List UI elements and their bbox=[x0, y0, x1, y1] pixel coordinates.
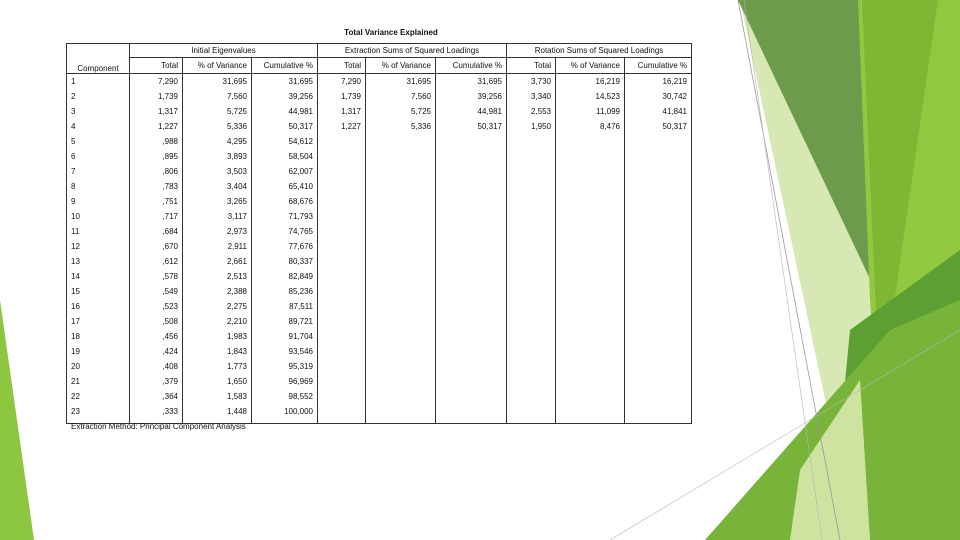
initial-total-cell: ,612 bbox=[130, 254, 183, 269]
extraction-pct-cell bbox=[366, 254, 436, 269]
table-row bbox=[67, 134, 692, 149]
initial-pct-cell: 2,210 bbox=[183, 314, 252, 329]
extraction-total-cell bbox=[318, 314, 366, 329]
table-row bbox=[67, 344, 692, 359]
table-row bbox=[67, 389, 692, 404]
rotation-total-cell bbox=[507, 344, 556, 359]
extraction-pct-cell bbox=[366, 299, 436, 314]
initial-pct-cell: 1,583 bbox=[183, 389, 252, 404]
table-row bbox=[67, 104, 692, 119]
extraction-total-cell: 1,739 bbox=[318, 89, 366, 104]
initial-total-cell: ,684 bbox=[130, 224, 183, 239]
extraction-total-cell bbox=[318, 149, 366, 164]
component-cell: 15 bbox=[71, 286, 80, 296]
table-row bbox=[67, 239, 692, 254]
initial-pct-cell: 7,560 bbox=[183, 89, 252, 104]
initial-pct-cell: 5,336 bbox=[183, 119, 252, 134]
component-cell: 4 bbox=[71, 121, 76, 131]
extraction-total-cell bbox=[318, 134, 366, 149]
extraction-pct-cell bbox=[366, 404, 436, 424]
initial-cum-cell: 98,552 bbox=[252, 389, 318, 404]
extraction-pct-cell bbox=[366, 239, 436, 254]
initial-cum-cell: 44,981 bbox=[252, 104, 318, 119]
rotation-total-cell: 2,553 bbox=[507, 104, 556, 119]
rotation-cum-cell bbox=[625, 314, 692, 329]
component-cell: 14 bbox=[71, 271, 80, 281]
initial-cum-cell: 93,546 bbox=[252, 344, 318, 359]
table-row bbox=[67, 164, 692, 179]
extraction-pct-cell bbox=[366, 329, 436, 344]
component-cell: 12 bbox=[71, 241, 80, 251]
component-cell: 8 bbox=[71, 181, 76, 191]
rotation-cum-cell bbox=[625, 239, 692, 254]
extraction-pct-cell: 5,725 bbox=[366, 104, 436, 119]
table-row bbox=[67, 179, 692, 194]
extraction-pct-cell bbox=[366, 134, 436, 149]
rotation-total-cell bbox=[507, 194, 556, 209]
rotation-cum-header: Cumulative % bbox=[625, 58, 692, 74]
initial-cum-cell: 62,007 bbox=[252, 164, 318, 179]
extraction-total-cell bbox=[318, 299, 366, 314]
initial-pct-cell: 3,265 bbox=[183, 194, 252, 209]
extraction-pct-cell: 5,336 bbox=[366, 119, 436, 134]
component-cell: 2 bbox=[71, 91, 76, 101]
rotation-cum-cell: 50,317 bbox=[625, 119, 692, 134]
extraction-cum-header: Cumulative % bbox=[436, 58, 507, 74]
initial-total-cell: ,578 bbox=[130, 269, 183, 284]
rotation-pct-cell bbox=[556, 284, 625, 299]
extraction-pct-cell bbox=[366, 284, 436, 299]
rotation-total-cell bbox=[507, 179, 556, 194]
initial-pct-cell: 2,661 bbox=[183, 254, 252, 269]
initial-pct-cell: 1,650 bbox=[183, 374, 252, 389]
initial-cum-cell: 71,793 bbox=[252, 209, 318, 224]
rotation-cum-cell bbox=[625, 149, 692, 164]
rotation-pct-cell: 8,476 bbox=[556, 119, 625, 134]
extraction-pct-cell bbox=[366, 359, 436, 374]
rotation-total-cell bbox=[507, 329, 556, 344]
rotation-total-cell bbox=[507, 224, 556, 239]
initial-cum-cell: 58,504 bbox=[252, 149, 318, 164]
rotation-total-cell bbox=[507, 209, 556, 224]
rotation-total-cell bbox=[507, 374, 556, 389]
extraction-header: Extraction Sums of Squared Loadings bbox=[318, 44, 507, 58]
initial-eigenvalues-header: Initial Eigenvalues bbox=[130, 44, 318, 58]
rotation-pct-cell bbox=[556, 329, 625, 344]
initial-total-cell: ,670 bbox=[130, 239, 183, 254]
rotation-pct-cell bbox=[556, 254, 625, 269]
extraction-total-cell bbox=[318, 404, 366, 424]
table-row bbox=[67, 314, 692, 329]
component-header: Component bbox=[67, 44, 130, 74]
table-row bbox=[67, 374, 692, 389]
extraction-total-cell: 1,317 bbox=[318, 104, 366, 119]
extraction-cum-cell bbox=[436, 209, 507, 224]
component-cell: 10 bbox=[71, 211, 80, 221]
table-title: Total Variance Explained bbox=[344, 28, 438, 37]
initial-total-cell: ,806 bbox=[130, 164, 183, 179]
initial-total-cell: ,456 bbox=[130, 329, 183, 344]
rotation-pct-cell bbox=[556, 209, 625, 224]
initial-total-cell: 7,290 bbox=[130, 74, 183, 90]
extraction-cum-cell bbox=[436, 269, 507, 284]
initial-cum-cell: 65,410 bbox=[252, 179, 318, 194]
extraction-pct-cell bbox=[366, 344, 436, 359]
initial-pct-cell: 2,388 bbox=[183, 284, 252, 299]
rotation-total-cell bbox=[507, 149, 556, 164]
initial-cum-cell: 96,969 bbox=[252, 374, 318, 389]
extraction-pct-cell bbox=[366, 269, 436, 284]
initial-pct-cell: 3,503 bbox=[183, 164, 252, 179]
extraction-pct-cell bbox=[366, 224, 436, 239]
extraction-cum-cell bbox=[436, 359, 507, 374]
rotation-cum-cell bbox=[625, 224, 692, 239]
initial-cum-cell: 54,612 bbox=[252, 134, 318, 149]
initial-pct-cell: 4,295 bbox=[183, 134, 252, 149]
rotation-pct-cell bbox=[556, 149, 625, 164]
initial-total-cell: 1,317 bbox=[130, 104, 183, 119]
component-cell: 13 bbox=[71, 256, 80, 266]
component-cell: 5 bbox=[71, 136, 76, 146]
rotation-total-cell bbox=[507, 299, 556, 314]
component-cell: 23 bbox=[71, 406, 80, 416]
rotation-total-cell bbox=[507, 314, 556, 329]
column-header-row bbox=[67, 58, 692, 74]
extraction-cum-cell: 44,981 bbox=[436, 104, 507, 119]
rotation-cum-cell bbox=[625, 329, 692, 344]
rotation-pct-cell: 16,219 bbox=[556, 74, 625, 90]
component-cell: 20 bbox=[71, 361, 80, 371]
initial-cum-cell: 31,695 bbox=[252, 74, 318, 90]
table-row bbox=[67, 209, 692, 224]
initial-pct-cell: 2,911 bbox=[183, 239, 252, 254]
rotation-cum-cell: 41,841 bbox=[625, 104, 692, 119]
initial-cum-cell: 85,236 bbox=[252, 284, 318, 299]
table-row bbox=[67, 329, 692, 344]
initial-total-cell: ,549 bbox=[130, 284, 183, 299]
component-cell: 18 bbox=[71, 331, 80, 341]
initial-total-cell: ,523 bbox=[130, 299, 183, 314]
extraction-cum-cell bbox=[436, 284, 507, 299]
extraction-cum-cell bbox=[436, 194, 507, 209]
initial-cum-cell: 95,319 bbox=[252, 359, 318, 374]
table-body bbox=[67, 74, 692, 424]
component-cell: 17 bbox=[71, 316, 80, 326]
table-row bbox=[67, 269, 692, 284]
table-row bbox=[67, 119, 692, 134]
rotation-cum-cell bbox=[625, 209, 692, 224]
extraction-total-cell bbox=[318, 224, 366, 239]
table-row bbox=[67, 284, 692, 299]
rotation-cum-cell bbox=[625, 269, 692, 284]
initial-total-cell: ,783 bbox=[130, 179, 183, 194]
initial-pct-cell: 2,513 bbox=[183, 269, 252, 284]
initial-pct-cell: 3,117 bbox=[183, 209, 252, 224]
initial-cum-cell: 82,849 bbox=[252, 269, 318, 284]
initial-total-cell: ,988 bbox=[130, 134, 183, 149]
rotation-cum-cell bbox=[625, 194, 692, 209]
initial-pct-cell: 2,275 bbox=[183, 299, 252, 314]
extraction-pct-cell bbox=[366, 149, 436, 164]
component-cell: 3 bbox=[71, 106, 76, 116]
initial-total-cell: ,717 bbox=[130, 209, 183, 224]
rotation-pct-cell bbox=[556, 239, 625, 254]
initial-cum-header: Cumulative % bbox=[252, 58, 318, 74]
component-cell: 16 bbox=[71, 301, 80, 311]
initial-pct-cell: 1,773 bbox=[183, 359, 252, 374]
table-row bbox=[67, 299, 692, 314]
rotation-total-cell bbox=[507, 254, 556, 269]
initial-total-header: Total bbox=[130, 58, 183, 74]
initial-total-cell: 1,227 bbox=[130, 119, 183, 134]
extraction-total-cell bbox=[318, 209, 366, 224]
extraction-cum-cell bbox=[436, 149, 507, 164]
initial-cum-cell: 87,511 bbox=[252, 299, 318, 314]
table-row bbox=[67, 194, 692, 209]
extraction-total-cell bbox=[318, 164, 366, 179]
initial-cum-cell: 91,704 bbox=[252, 329, 318, 344]
initial-pct-cell: 3,404 bbox=[183, 179, 252, 194]
rotation-total-cell bbox=[507, 404, 556, 424]
component-cell: 22 bbox=[71, 391, 80, 401]
rotation-total-cell bbox=[507, 164, 556, 179]
extraction-cum-cell bbox=[436, 299, 507, 314]
component-cell: 9 bbox=[71, 196, 76, 206]
rotation-pct-cell bbox=[556, 269, 625, 284]
rotation-pct-cell bbox=[556, 299, 625, 314]
initial-total-cell: ,408 bbox=[130, 359, 183, 374]
initial-pct-cell: 31,695 bbox=[183, 74, 252, 90]
initial-cum-cell: 50,317 bbox=[252, 119, 318, 134]
extraction-total-cell bbox=[318, 254, 366, 269]
table-row bbox=[67, 74, 692, 90]
initial-total-cell: ,508 bbox=[130, 314, 183, 329]
extraction-total-cell bbox=[318, 284, 366, 299]
extraction-pct-cell bbox=[366, 179, 436, 194]
extraction-total-cell bbox=[318, 374, 366, 389]
rotation-cum-cell bbox=[625, 284, 692, 299]
extraction-cum-cell: 39,256 bbox=[436, 89, 507, 104]
extraction-cum-cell bbox=[436, 224, 507, 239]
extraction-cum-cell bbox=[436, 404, 507, 424]
rotation-cum-cell bbox=[625, 164, 692, 179]
extraction-total-cell bbox=[318, 359, 366, 374]
extraction-cum-cell bbox=[436, 239, 507, 254]
initial-pct-cell: 1,843 bbox=[183, 344, 252, 359]
rotation-pct-header: % of Variance bbox=[556, 58, 625, 74]
rotation-pct-cell bbox=[556, 314, 625, 329]
extraction-pct-cell bbox=[366, 164, 436, 179]
rotation-total-cell: 3,340 bbox=[507, 89, 556, 104]
rotation-pct-cell bbox=[556, 404, 625, 424]
component-cell: 7 bbox=[71, 166, 76, 176]
initial-cum-cell: 39,256 bbox=[252, 89, 318, 104]
extraction-total-cell bbox=[318, 239, 366, 254]
extraction-cum-cell: 31,695 bbox=[436, 74, 507, 90]
rotation-pct-cell bbox=[556, 374, 625, 389]
extraction-cum-cell bbox=[436, 314, 507, 329]
extraction-pct-cell bbox=[366, 209, 436, 224]
variance-table bbox=[66, 43, 692, 424]
extraction-total-cell bbox=[318, 179, 366, 194]
extraction-cum-cell bbox=[436, 344, 507, 359]
initial-pct-cell: 2,973 bbox=[183, 224, 252, 239]
rotation-total-cell: 1,950 bbox=[507, 119, 556, 134]
rotation-cum-cell bbox=[625, 404, 692, 424]
rotation-cum-cell bbox=[625, 299, 692, 314]
rotation-cum-cell bbox=[625, 374, 692, 389]
extraction-pct-cell: 7,560 bbox=[366, 89, 436, 104]
extraction-pct-cell bbox=[366, 374, 436, 389]
rotation-pct-cell bbox=[556, 359, 625, 374]
rotation-cum-cell: 16,219 bbox=[625, 74, 692, 90]
initial-pct-header: % of Variance bbox=[183, 58, 252, 74]
group-header-row bbox=[67, 44, 692, 58]
component-cell: 21 bbox=[71, 376, 80, 386]
extraction-cum-cell bbox=[436, 134, 507, 149]
rotation-pct-cell bbox=[556, 344, 625, 359]
rotation-header: Rotation Sums of Squared Loadings bbox=[507, 44, 692, 58]
rotation-total-cell bbox=[507, 359, 556, 374]
extraction-pct-cell bbox=[366, 314, 436, 329]
initial-total-cell: ,364 bbox=[130, 389, 183, 404]
extraction-pct-header: % of Variance bbox=[366, 58, 436, 74]
initial-total-cell: ,379 bbox=[130, 374, 183, 389]
extraction-cum-cell bbox=[436, 374, 507, 389]
component-cell: 1 bbox=[71, 76, 76, 86]
table-row bbox=[67, 89, 692, 104]
table-row bbox=[67, 359, 692, 374]
initial-cum-cell: 100,000 bbox=[252, 404, 318, 424]
initial-cum-cell: 74,765 bbox=[252, 224, 318, 239]
table-row bbox=[67, 224, 692, 239]
extraction-pct-cell bbox=[366, 194, 436, 209]
rotation-total-cell bbox=[507, 284, 556, 299]
table-row bbox=[67, 149, 692, 164]
initial-cum-cell: 89,721 bbox=[252, 314, 318, 329]
initial-pct-cell: 1,983 bbox=[183, 329, 252, 344]
initial-pct-cell: 3,893 bbox=[183, 149, 252, 164]
extraction-total-cell bbox=[318, 194, 366, 209]
rotation-pct-cell: 11,099 bbox=[556, 104, 625, 119]
table-row bbox=[67, 404, 692, 424]
component-cell: 11 bbox=[71, 226, 80, 236]
extraction-total-cell bbox=[318, 389, 366, 404]
rotation-cum-cell bbox=[625, 254, 692, 269]
rotation-cum-cell bbox=[625, 389, 692, 404]
rotation-pct-cell bbox=[556, 389, 625, 404]
rotation-total-cell bbox=[507, 269, 556, 284]
component-cell: 6 bbox=[71, 151, 76, 161]
table-footnote: Extraction Method: Principal Component Analysis bbox=[71, 422, 246, 431]
extraction-total-cell bbox=[318, 329, 366, 344]
initial-cum-cell: 77,676 bbox=[252, 239, 318, 254]
extraction-cum-cell bbox=[436, 164, 507, 179]
component-cell: 19 bbox=[71, 346, 80, 356]
initial-total-cell: ,751 bbox=[130, 194, 183, 209]
rotation-cum-cell: 30,742 bbox=[625, 89, 692, 104]
initial-pct-cell: 5,725 bbox=[183, 104, 252, 119]
initial-total-cell: ,895 bbox=[130, 149, 183, 164]
rotation-total-cell: 3,730 bbox=[507, 74, 556, 90]
extraction-pct-cell: 31,695 bbox=[366, 74, 436, 90]
rotation-total-cell bbox=[507, 389, 556, 404]
initial-total-cell: 1,739 bbox=[130, 89, 183, 104]
table-row bbox=[67, 254, 692, 269]
rotation-pct-cell bbox=[556, 134, 625, 149]
rotation-pct-cell: 14,523 bbox=[556, 89, 625, 104]
extraction-cum-cell bbox=[436, 329, 507, 344]
extraction-total-cell: 7,290 bbox=[318, 74, 366, 90]
extraction-total-header: Total bbox=[318, 58, 366, 74]
extraction-total-cell bbox=[318, 344, 366, 359]
initial-total-cell: ,333 bbox=[130, 404, 183, 424]
rotation-pct-cell bbox=[556, 164, 625, 179]
rotation-pct-cell bbox=[556, 224, 625, 239]
extraction-total-cell bbox=[318, 269, 366, 284]
initial-cum-cell: 80,337 bbox=[252, 254, 318, 269]
rotation-cum-cell bbox=[625, 179, 692, 194]
rotation-pct-cell bbox=[556, 194, 625, 209]
rotation-total-cell bbox=[507, 239, 556, 254]
extraction-cum-cell: 50,317 bbox=[436, 119, 507, 134]
rotation-pct-cell bbox=[556, 179, 625, 194]
rotation-cum-cell bbox=[625, 344, 692, 359]
extraction-cum-cell bbox=[436, 179, 507, 194]
extraction-total-cell: 1,227 bbox=[318, 119, 366, 134]
initial-pct-cell: 1,448 bbox=[183, 404, 252, 424]
extraction-cum-cell bbox=[436, 389, 507, 404]
rotation-total-header: Total bbox=[507, 58, 556, 74]
rotation-cum-cell bbox=[625, 134, 692, 149]
rotation-cum-cell bbox=[625, 359, 692, 374]
initial-total-cell: ,424 bbox=[130, 344, 183, 359]
initial-cum-cell: 68,676 bbox=[252, 194, 318, 209]
rotation-total-cell bbox=[507, 134, 556, 149]
extraction-pct-cell bbox=[366, 389, 436, 404]
extraction-cum-cell bbox=[436, 254, 507, 269]
